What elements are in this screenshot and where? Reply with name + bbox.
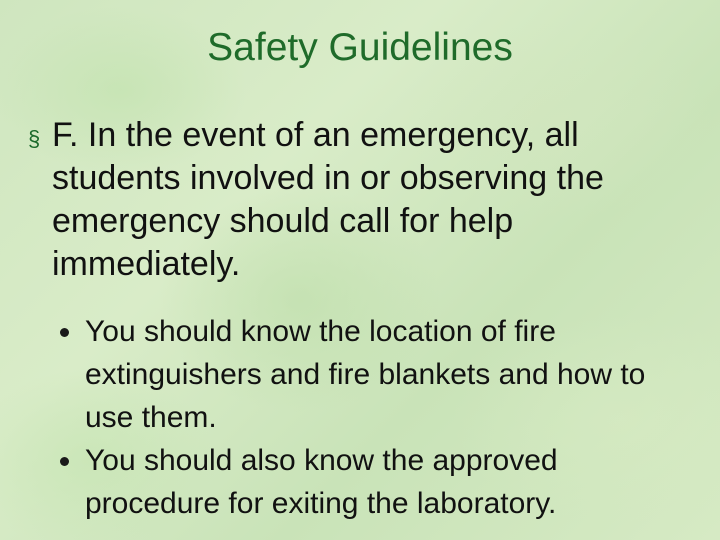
sub-bullet-text: You should know the location of fire extinguishers and fire blankets and how to use them. <box>85 315 646 434</box>
dot-bullet-icon <box>58 310 85 439</box>
main-bullet-item <box>28 110 708 286</box>
sub-bullet-item <box>58 310 698 439</box>
main-bullet-text: F. In the event of an emergency, all students involved in or observing the emergency should call for help immediately. <box>52 116 604 283</box>
slide-title: Safety Guidelines <box>207 26 513 69</box>
dot-bullet-icon <box>58 439 85 525</box>
sub-bullet-text: You should also know the approved procedure for exiting the laboratory. <box>85 444 558 520</box>
sub-bullet-list <box>58 310 698 525</box>
section-bullet-icon: § <box>28 126 41 151</box>
sub-bullet-item <box>58 439 698 525</box>
